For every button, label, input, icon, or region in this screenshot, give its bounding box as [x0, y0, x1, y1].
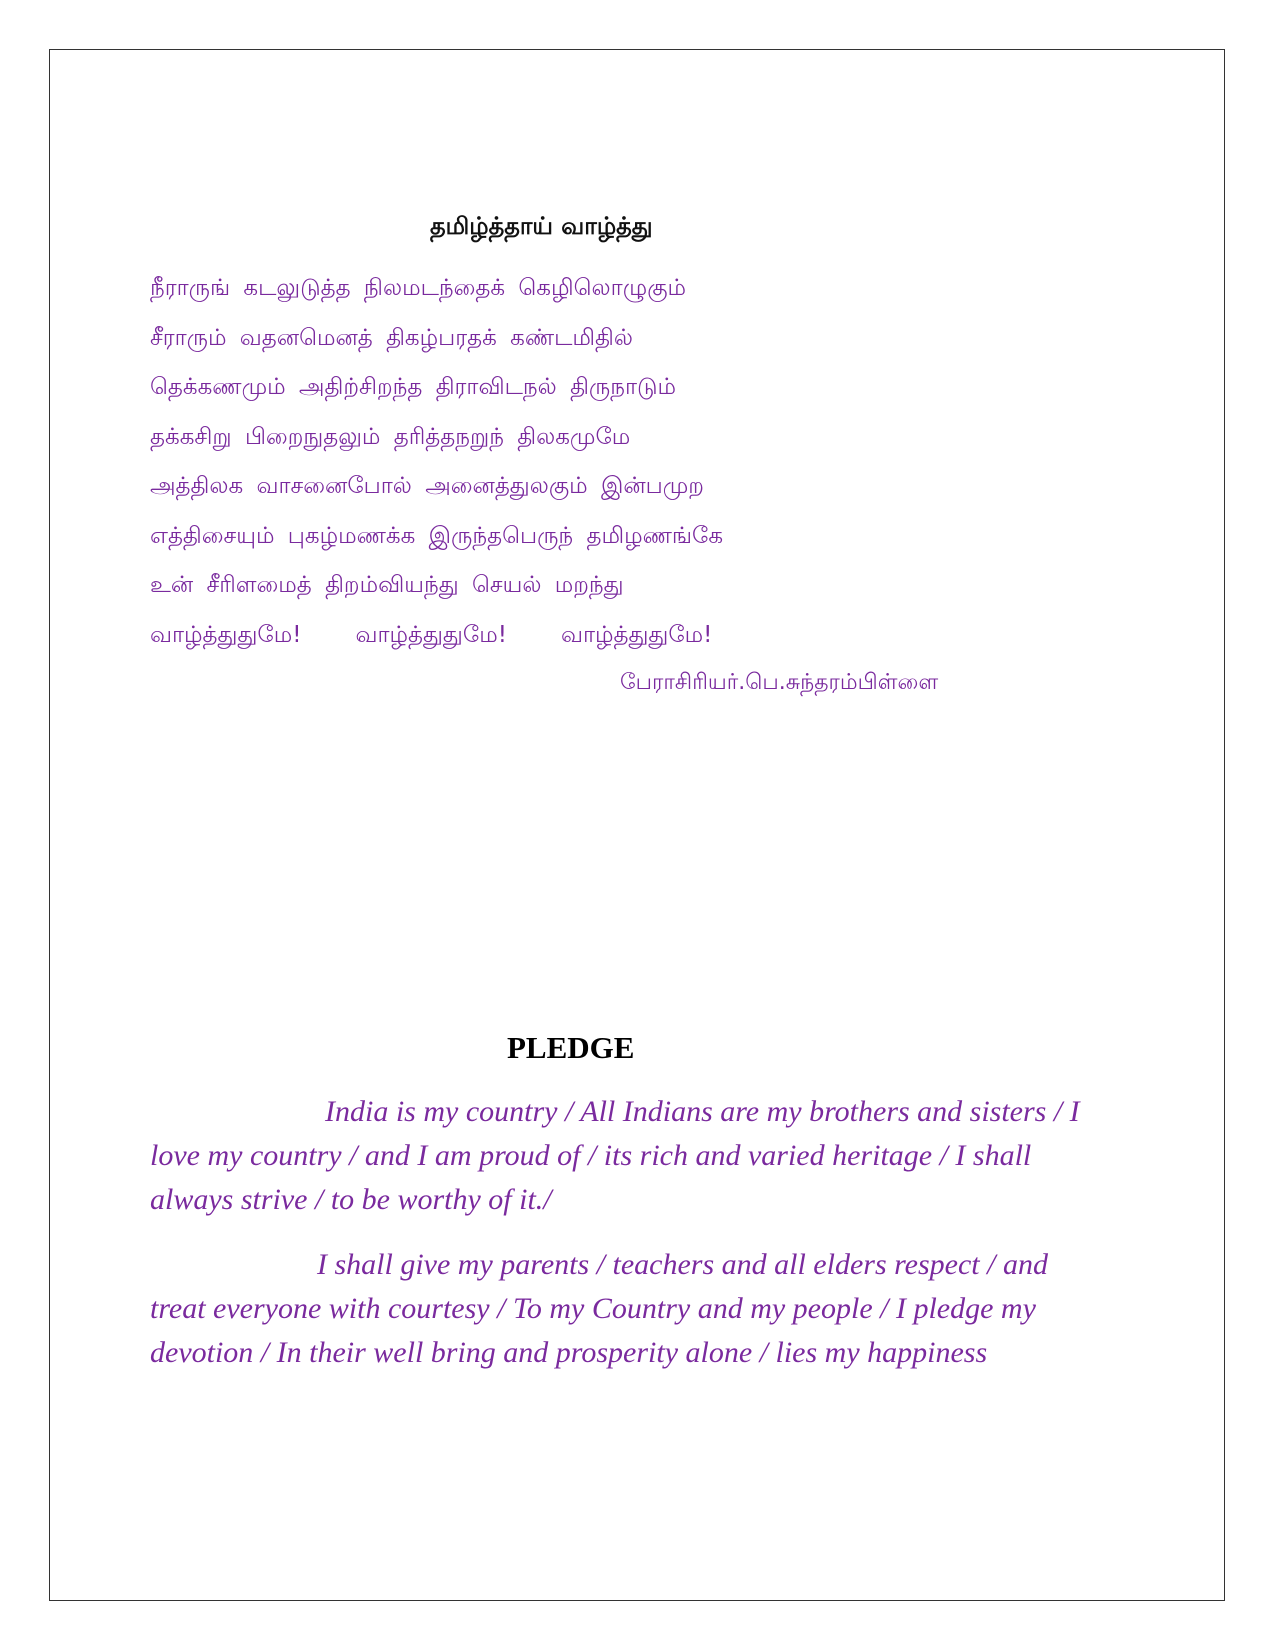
poem-line: அத்திலக வாசனைபோல் அனைத்துலகும் இன்பமுற [150, 473, 704, 499]
pledge-title: PLEDGE [507, 1030, 635, 1065]
poem-line: உன் சீரிளமைத் திறம்வியந்து செயல் மறந்து [150, 572, 624, 598]
poem-line: தக்கசிறு பிறைநுதலும் தரித்தநறுந் திலகமுமே [150, 423, 631, 450]
refrain-word: வாழ்த்துதுமே! [560, 621, 713, 648]
tamil-anthem-title: தமிழ்த்தாய் வாழ்த்து [430, 212, 653, 240]
refrain-word: வாழ்த்துதுமே! [355, 621, 507, 648]
poem-refrain-line [150, 615, 723, 665]
poem-line: நீராருங் கடலுடுத்த நிலமடந்தைக் கெழிலொழுகும் [150, 275, 687, 301]
refrain-word: வாழ்த்துதுமே! [150, 621, 302, 648]
pledge-paragraph: I shall give my parents / teachers and all elders respect / and treat everyone with courtesy / To my Country and my people / I pledge my devotion / In their well bring and prosperity alone / lies my happiness [150, 1248, 1048, 1369]
tamil-anthem-poem [150, 268, 723, 664]
poem-line: சீராரும் வதனமெனத் திகழ்பரதக் கண்டமிதில் [150, 324, 633, 351]
pledge-paragraph: India is my country / All Indians are my brothers and sisters / I love my country / and I am proud of / its rich and varied heritage / I shall always strive / to be worthy of it./ [150, 1095, 1080, 1216]
poem-author: பேராசிரியர்.பெ.சுந்தரம்பிள்ளை [620, 670, 939, 695]
poem-line: எத்திசையும் புகழ்மணக்க இருந்தபெருந் தமிழணங்கே [150, 522, 724, 549]
poem-line: தெக்கணமும் அதிற்சிறந்த திராவிடநல் திருநாடும் [150, 374, 677, 400]
